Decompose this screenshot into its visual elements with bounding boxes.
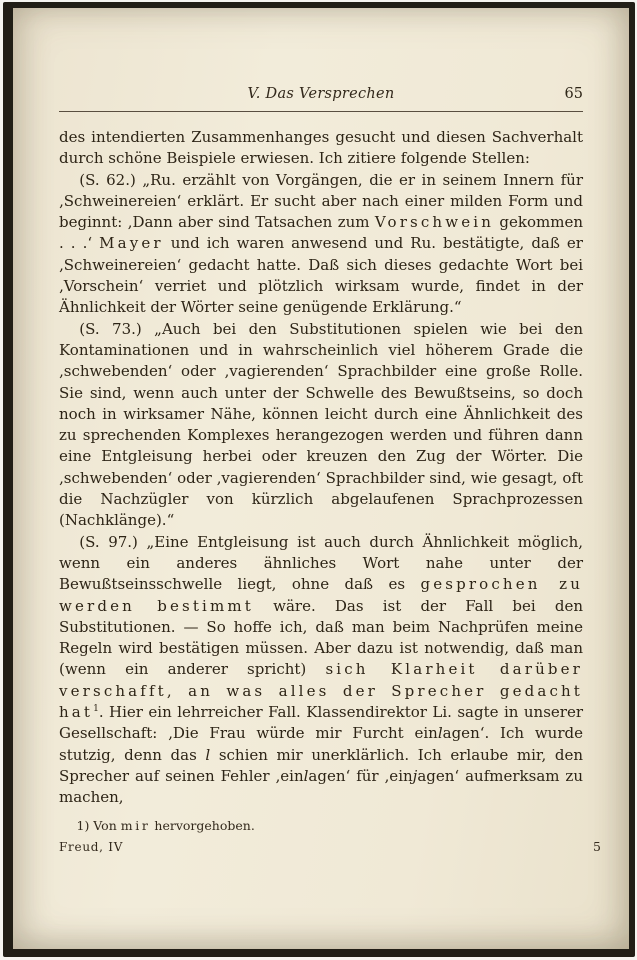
paragraph [59, 170, 583, 319]
text-run: schien mir unerklärlich. Ich erlaube mir, den Sprecher auf seinen Fehler ‚ein [59, 745, 583, 785]
running-title: V. Das Versprechen [247, 86, 395, 102]
text-run: des intendierten Zusammenhanges gesucht und diesen Sachverhalt durch schöne Beispiele erwiesen. Ich zitiere folgende Stellen: [59, 128, 583, 168]
text-run-sperr: mir [120, 817, 151, 833]
page-header [59, 86, 583, 106]
sheet-number: 5 [593, 838, 601, 854]
paragraph [59, 319, 583, 532]
footnote [59, 818, 583, 834]
header-rule [59, 111, 583, 112]
text-run: 1) Von [76, 817, 121, 833]
text-run-sup: 1 [93, 704, 99, 715]
text-run: (S. 97.) „Eine Entgleisung ist auch durch Ähnlichkeit möglich, wenn ein anderes ähnliches Wort nahe unter der Bewußtseinsschwelle liegt, ohne daß es [59, 532, 583, 594]
text-run: hervorgehoben. [150, 817, 255, 833]
text-run: . Hier ein lehrreicher Fall. Klassendirektor Li. sagte in unserer Gesellschaft: ‚Die Frau würde mir Furcht ein [59, 703, 583, 743]
text-run-ital: l [303, 766, 309, 785]
paragraph [59, 532, 583, 809]
text-run: agen‘ aufmerksam zu machen, [59, 766, 583, 807]
text-run-sperr: Mayer [99, 234, 164, 253]
text-run-ital: l [205, 745, 211, 764]
text-run-ital: j [412, 766, 418, 785]
body-text [59, 127, 583, 809]
text-run-sperr: Vorschwein [374, 213, 495, 232]
text-run: agen‘ für ‚ein [308, 766, 413, 785]
paragraph [59, 127, 583, 170]
page-footer [59, 838, 601, 854]
text-run: gekommen . . .‘ [59, 213, 583, 253]
text-run: wäre. Das ist der Fall bei den Substitutionen. — So hoffe ich, daß man beim Nachprüfen meine Regeln wird bestätigen müssen. Aber dazu ist notwendig, daß man (wenn ein anderer spricht) [59, 596, 583, 679]
page-number: 65 [564, 86, 583, 102]
text-run: und ich waren anwesend und Ru. bestätigte, daß er ‚Schweinereien‘ gedacht hatte. Daß sich dieses gedachte Wort bei ‚Vorschein‘ verriet und plötzlich wirksam wurde, findet in der Ähnlichkeit der Wörter seine genügende Erklärung.“ [59, 234, 583, 317]
text-run: (S. 62.) „Ru. erzählt von Vorgängen, die er in seinem Innern für ‚Schweinereien‘ erklärt. Er sucht aber nach einer milden Form und beginnt: ‚Dann aber sind Tatsachen zum [59, 170, 583, 232]
text-run-sperr: gesprochen zu werden bestimmt [59, 575, 583, 615]
text-run-sperr: sich Klarheit darüber verschafft, an was alles der Sprecher gedacht hat [59, 660, 583, 722]
text-run: (S. 73.) „Auch bei den Substitutionen spielen wie bei den Kontaminationen und in wahrscheinlich viel höherem Grade die ‚schwebenden‘ oder ‚vagierenden‘ Sprachbilder eine große Rolle. Sie sind, wenn auch unter der Schwelle des Bewußtseins, so doch noch in wirksamer Nähe, können leicht durch eine Ähnlichkeit des zu sprechenden Komplexes herangezogen werden und führen dann eine Entgleisung herbei oder kreuzen den Zug der Wörter. Die ‚schwebenden‘ oder ‚vagierenden‘ Sprachbilder sind, wie gesagt, oft die Nachzügler von kürzlich abgelaufenen Sprachprozessen (Nachklänge).“ [59, 319, 583, 530]
volume-signature: Freud, IV [59, 839, 124, 854]
text-run-ital: l [437, 724, 443, 743]
text-run: agen‘. Ich wurde stutzig, denn das [59, 724, 583, 764]
book-page [13, 8, 629, 949]
